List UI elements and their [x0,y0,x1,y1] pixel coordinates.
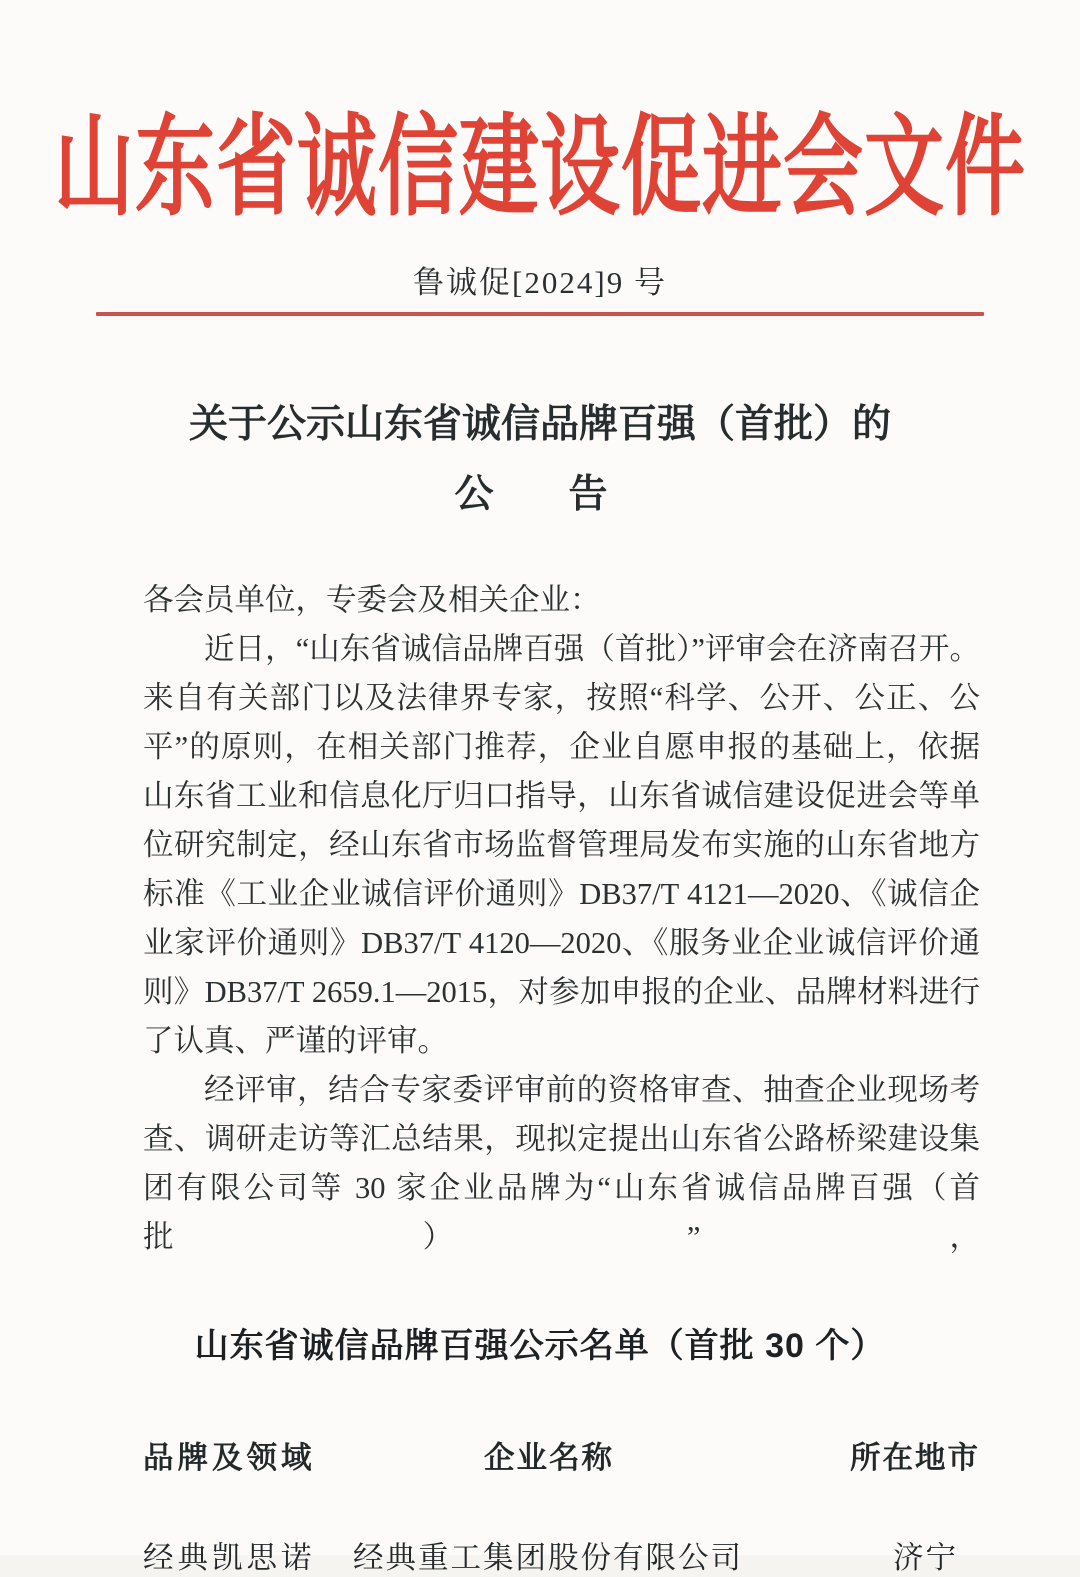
doc-title-line2: 公 告 [454,473,626,516]
table-header-company: 企业名称 [484,1441,614,1475]
doc-title [0,390,1080,530]
body-line: 业家评价通则》DB37/T 4120—2020、《服务业企业诚信评价通 [143,926,980,960]
body-line: 标准《工业企业诚信评价通则》DB37/T 4121—2020、《诚信企 [143,877,980,911]
body-line: 了认真、严谨的评审。 [143,1024,448,1058]
body-line: 平”的原则，在相关部门推荐，企业自愿申报的基础上，依据 [143,730,980,764]
table-header-city: 所在地市 [850,1441,980,1475]
body-line: 查、调研走访等汇总结果，现拟定提出山东省公路桥梁建设集 [143,1122,980,1156]
doc-number: 鲁诚促[2024]9 号 [413,265,667,300]
body-line-salutation: 各会员单位，专委会及相关企业： [143,583,601,617]
doc-title-line1: 关于公示山东省诚信品牌百强（首批）的 [188,403,891,446]
body-line: 则》DB37/T 2659.1—2015，对参加申报的企业、品牌材料进行 [143,975,980,1009]
body-line: 位研究制定，经山东省市场监督管理局发布实施的山东省地方 [143,828,980,862]
body-line: 来自有关部门以及法律界专家，按照“科学、公开、公正、公 [143,681,980,715]
table-header-brand: 品牌及领域 [143,1441,316,1475]
brand-list-table [143,1433,980,1577]
body-line: 团有限公司等 30 家企业品牌为“山东省诚信品牌百强（首批）”， [143,1171,980,1254]
body-line: 近日，“山东省诚信品牌百强（首批）”评审会在济南召开。 [204,632,980,666]
body-text [143,576,980,1262]
table-header-row [143,1433,980,1477]
list-heading: 山东省诚信品牌百强公示名单（首批 30 个） [194,1327,886,1365]
body-line: 经评审，结合专家委评审前的资格审查、抽查企业现场考 [204,1073,980,1107]
body-line: 山东省工业和信息化厅归口指导，山东省诚信建设促进会等单 [143,779,980,813]
table-cell-brand: 经典凯思诺 [143,1541,316,1575]
org-masthead [0,0,1080,230]
table-cell-city: 济宁 [893,1541,958,1575]
red-divider-line [96,312,984,316]
org-masthead-title: 山东省诚信建设促进会文件 [54,108,1026,230]
table-cell-company: 经典重工集团股份有限公司 [353,1541,743,1575]
table-row [143,1533,980,1577]
